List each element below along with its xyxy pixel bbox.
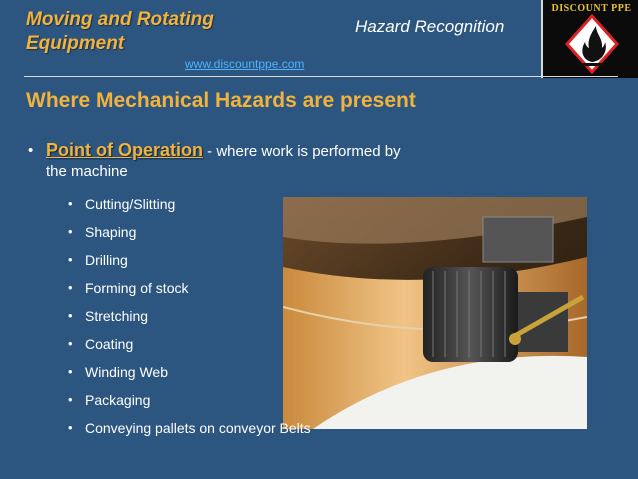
bullet-dot: •: [68, 252, 73, 267]
bullet-dot: •: [68, 196, 73, 211]
list-item-label: Drilling: [85, 252, 128, 268]
bullet-dot: •: [68, 224, 73, 239]
page-title: Where Mechanical Hazards are present: [26, 89, 416, 112]
bullet-description: where work is performed by the machine: [46, 143, 401, 180]
machine-photo: [283, 197, 587, 429]
list-item: [68, 414, 311, 442]
hazard-recognition-label: Hazard Recognition: [355, 17, 505, 36]
slide-section-title: [26, 8, 246, 56]
bullet-dot: •: [68, 392, 73, 407]
header-divider: [24, 76, 618, 77]
logo-text: DISCOUNT PPE: [551, 3, 632, 14]
list-item: [68, 386, 311, 414]
list-item-label: Packaging: [85, 392, 151, 408]
list-item: [68, 246, 311, 274]
bullet-dot: •: [68, 420, 73, 435]
bullet-dot: •: [68, 308, 73, 323]
list-item: [68, 302, 311, 330]
list-item: [68, 190, 311, 218]
list-item: [68, 330, 311, 358]
list-item-label: Winding Web: [85, 364, 169, 380]
list-item: [68, 358, 311, 386]
list-item-label: Shaping: [85, 224, 137, 240]
section-title-line-1: Moving and Rotating: [26, 9, 214, 30]
flame-hazard-icon: [565, 14, 619, 74]
company-logo: [541, 0, 638, 78]
list-item: [68, 274, 311, 302]
website-link[interactable]: www.discountppe.com: [185, 57, 305, 71]
list-item-label: Cutting/Slitting: [85, 196, 176, 212]
list-item: [68, 218, 311, 246]
hazard-locations-list: [68, 190, 311, 442]
list-item-label: Forming of stock: [85, 280, 189, 296]
bullet-dot: •: [68, 280, 73, 295]
list-item-label: Coating: [85, 336, 134, 352]
list-item-label: Conveying pallets on conveyor Belts: [85, 420, 311, 436]
section-title-line-2: Equipment: [26, 33, 125, 54]
bullet-dot: •: [28, 142, 34, 159]
list-item-label: Stretching: [85, 308, 149, 324]
point-of-operation-term: Point of Operation: [46, 140, 203, 160]
main-bullet: [28, 140, 406, 182]
bullet-dot: •: [68, 364, 73, 379]
bullet-separator: -: [203, 143, 217, 160]
bullet-dot: •: [68, 336, 73, 351]
